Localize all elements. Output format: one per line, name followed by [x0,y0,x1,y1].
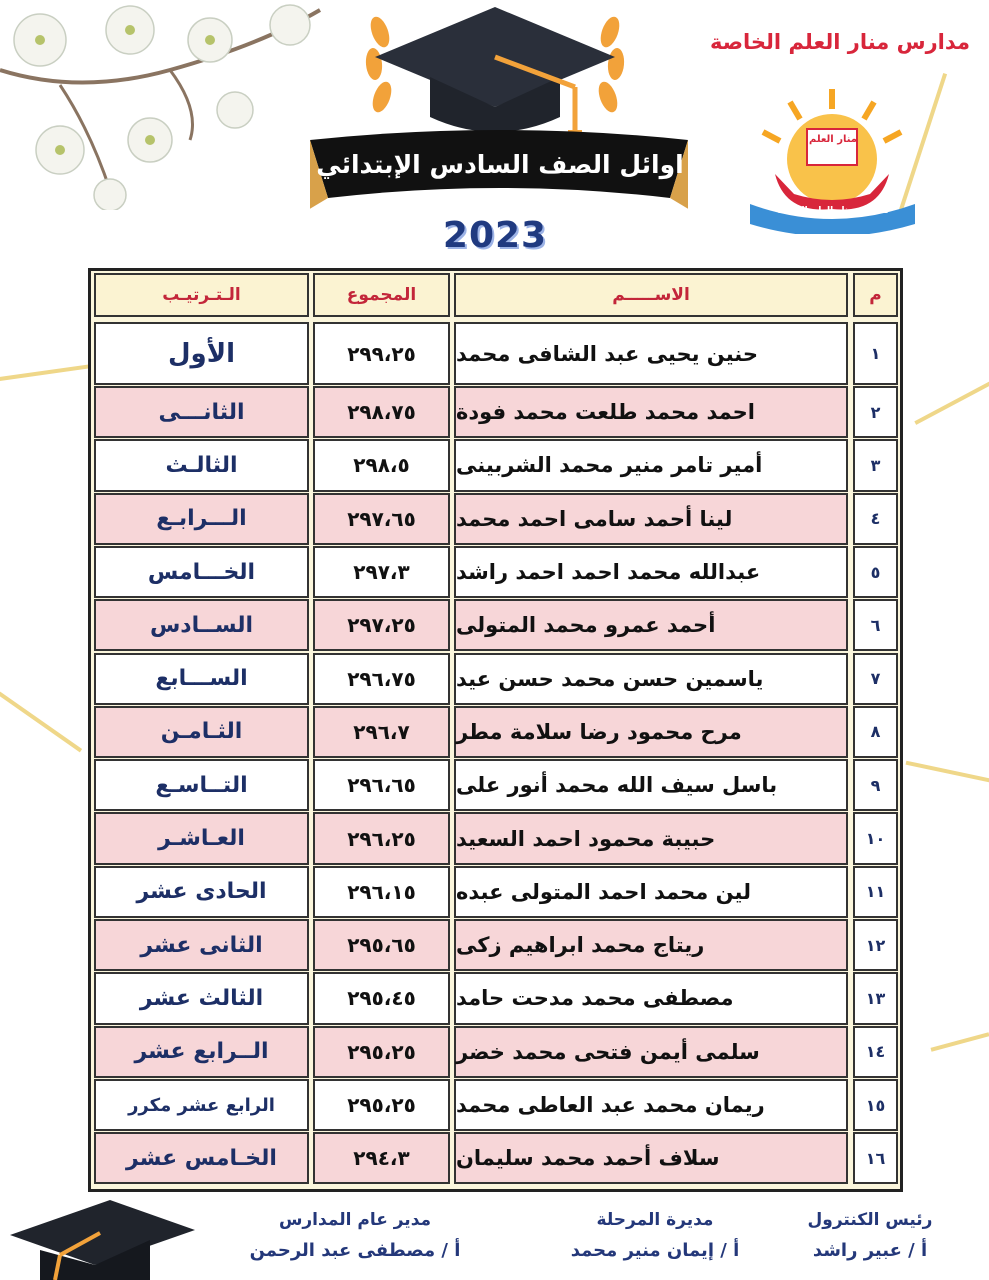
name-cell: احمد محمد طلعت محمد فودة [454,386,848,438]
column-header-total: المجموع [313,273,450,317]
name-cell: حبيبة محمود احمد السعيد [454,812,848,864]
index-cell: ١١ [853,866,898,918]
total-cell: ٢٩٥،٤٥ [313,972,450,1024]
rank-cell: الرابع عشر مكرر [94,1079,309,1131]
name-cell: أحمد عمرو محمد المتولى [454,599,848,651]
total-cell: ٢٩٧،٦٥ [313,493,450,545]
total-cell: ٢٩٥،٢٥ [313,1026,450,1078]
column-header-rank: الـتـرتيـب [94,273,309,317]
column-header-name: الاســـــم [454,273,848,317]
graduation-cap-icon [0,1195,200,1280]
signature-name-stage-director: أ / إيمان منير محمد [570,1240,740,1261]
total-cell: ٢٩٦،٦٥ [313,759,450,811]
rank-cell: الثالـث [94,439,309,491]
index-cell: ٥ [853,546,898,598]
signature-title-general-manager: مدير عام المدارس [278,1210,432,1230]
name-cell: لينا أحمد سامى احمد محمد [454,493,848,545]
name-cell: سلمى أيمن فتحى محمد خضر [454,1026,848,1078]
logo-ribbon-text: مدارس منار العلم الخاصة [777,206,889,216]
rank-cell: الثانـــى [94,386,309,438]
rank-cell: الأول [94,322,309,385]
rank-cell: الثانى عشر [94,919,309,971]
name-cell: أمير تامر منير محمد الشربينى [454,439,848,491]
total-cell: ٢٩٥،٢٥ [313,1079,450,1131]
name-cell: ريمان محمد عبد العاطى محمد [454,1079,848,1131]
total-cell: ٢٩٤،٣ [313,1132,450,1184]
index-cell: ١٣ [853,972,898,1024]
signature-title-control-head: رئيس الكنترول [807,1210,933,1230]
signature-name-general-manager: أ / مصطفى عبد الرحمن [249,1240,461,1261]
rank-cell: الخـامس عشر [94,1132,309,1184]
rank-cell: الــرابع عشر [94,1026,309,1078]
index-cell: ٩ [853,759,898,811]
signature-name-control-head: أ / عبير راشد [812,1240,928,1261]
school-name: مدارس منار العلم الخاصة [710,30,970,54]
total-cell: ٢٩٦،٧ [313,706,450,758]
year-label: 2023 [442,215,548,256]
total-cell: ٢٩٦،٧٥ [313,653,450,705]
name-cell: لين محمد احمد المتولى عبده [454,866,848,918]
signature-title-stage-director: مديرة المرحلة [596,1210,714,1230]
column-header-index: م [853,273,898,317]
name-cell: عبدالله محمد احمد احمد راشد [454,546,848,598]
rank-cell: الثالث عشر [94,972,309,1024]
total-cell: ٢٩٧،٢٥ [313,599,450,651]
index-cell: ١ [853,322,898,385]
gold-frame-line [0,692,82,753]
gold-frame-line [931,1032,989,1051]
name-cell: باسل سيف الله محمد أنور على [454,759,848,811]
total-cell: ٢٩٧،٣ [313,546,450,598]
total-cell: ٢٩٨،٧٥ [313,386,450,438]
rank-cell: الحادى عشر [94,866,309,918]
name-cell: مرح محمود رضا سلامة مطر [454,706,848,758]
total-cell: ٢٩٩،٢٥ [313,322,450,385]
gold-frame-line [906,761,989,784]
rank-cell: العـاشـر [94,812,309,864]
rank-cell: الخـــامس [94,546,309,598]
index-cell: ٣ [853,439,898,491]
name-cell: سلاف أحمد محمد سليمان [454,1132,848,1184]
name-cell: مصطفى محمد مدحت حامد [454,972,848,1024]
index-cell: ١٢ [853,919,898,971]
rank-cell: الســـابع [94,653,309,705]
name-cell: حنين يحيى عبد الشافى محمد [454,322,848,385]
name-cell: ريتاج محمد ابراهيم زكى [454,919,848,971]
index-cell: ٢ [853,386,898,438]
rank-cell: الثـامـن [94,706,309,758]
index-cell: ٦ [853,599,898,651]
index-cell: ١٥ [853,1079,898,1131]
index-cell: ١٠ [853,812,898,864]
index-cell: ١٤ [853,1026,898,1078]
total-cell: ٢٩٦،١٥ [313,866,450,918]
logo-label: منار العلم [808,134,858,145]
rank-cell: التــاسـع [94,759,309,811]
index-cell: ١٦ [853,1132,898,1184]
index-cell: ٤ [853,493,898,545]
total-cell: ٢٩٥،٦٥ [313,919,450,971]
rank-cell: الـــرابـع [94,493,309,545]
index-cell: ٧ [853,653,898,705]
page-title: اوائل الصف السادس الإبتدائي [316,150,684,179]
gold-frame-line [914,379,989,425]
rank-cell: الســادس [94,599,309,651]
name-cell: ياسمين حسن محمد حسن عيد [454,653,848,705]
index-cell: ٨ [853,706,898,758]
flower-branch-decoration [0,0,330,210]
total-cell: ٢٩٦،٢٥ [313,812,450,864]
total-cell: ٢٩٨،٥ [313,439,450,491]
